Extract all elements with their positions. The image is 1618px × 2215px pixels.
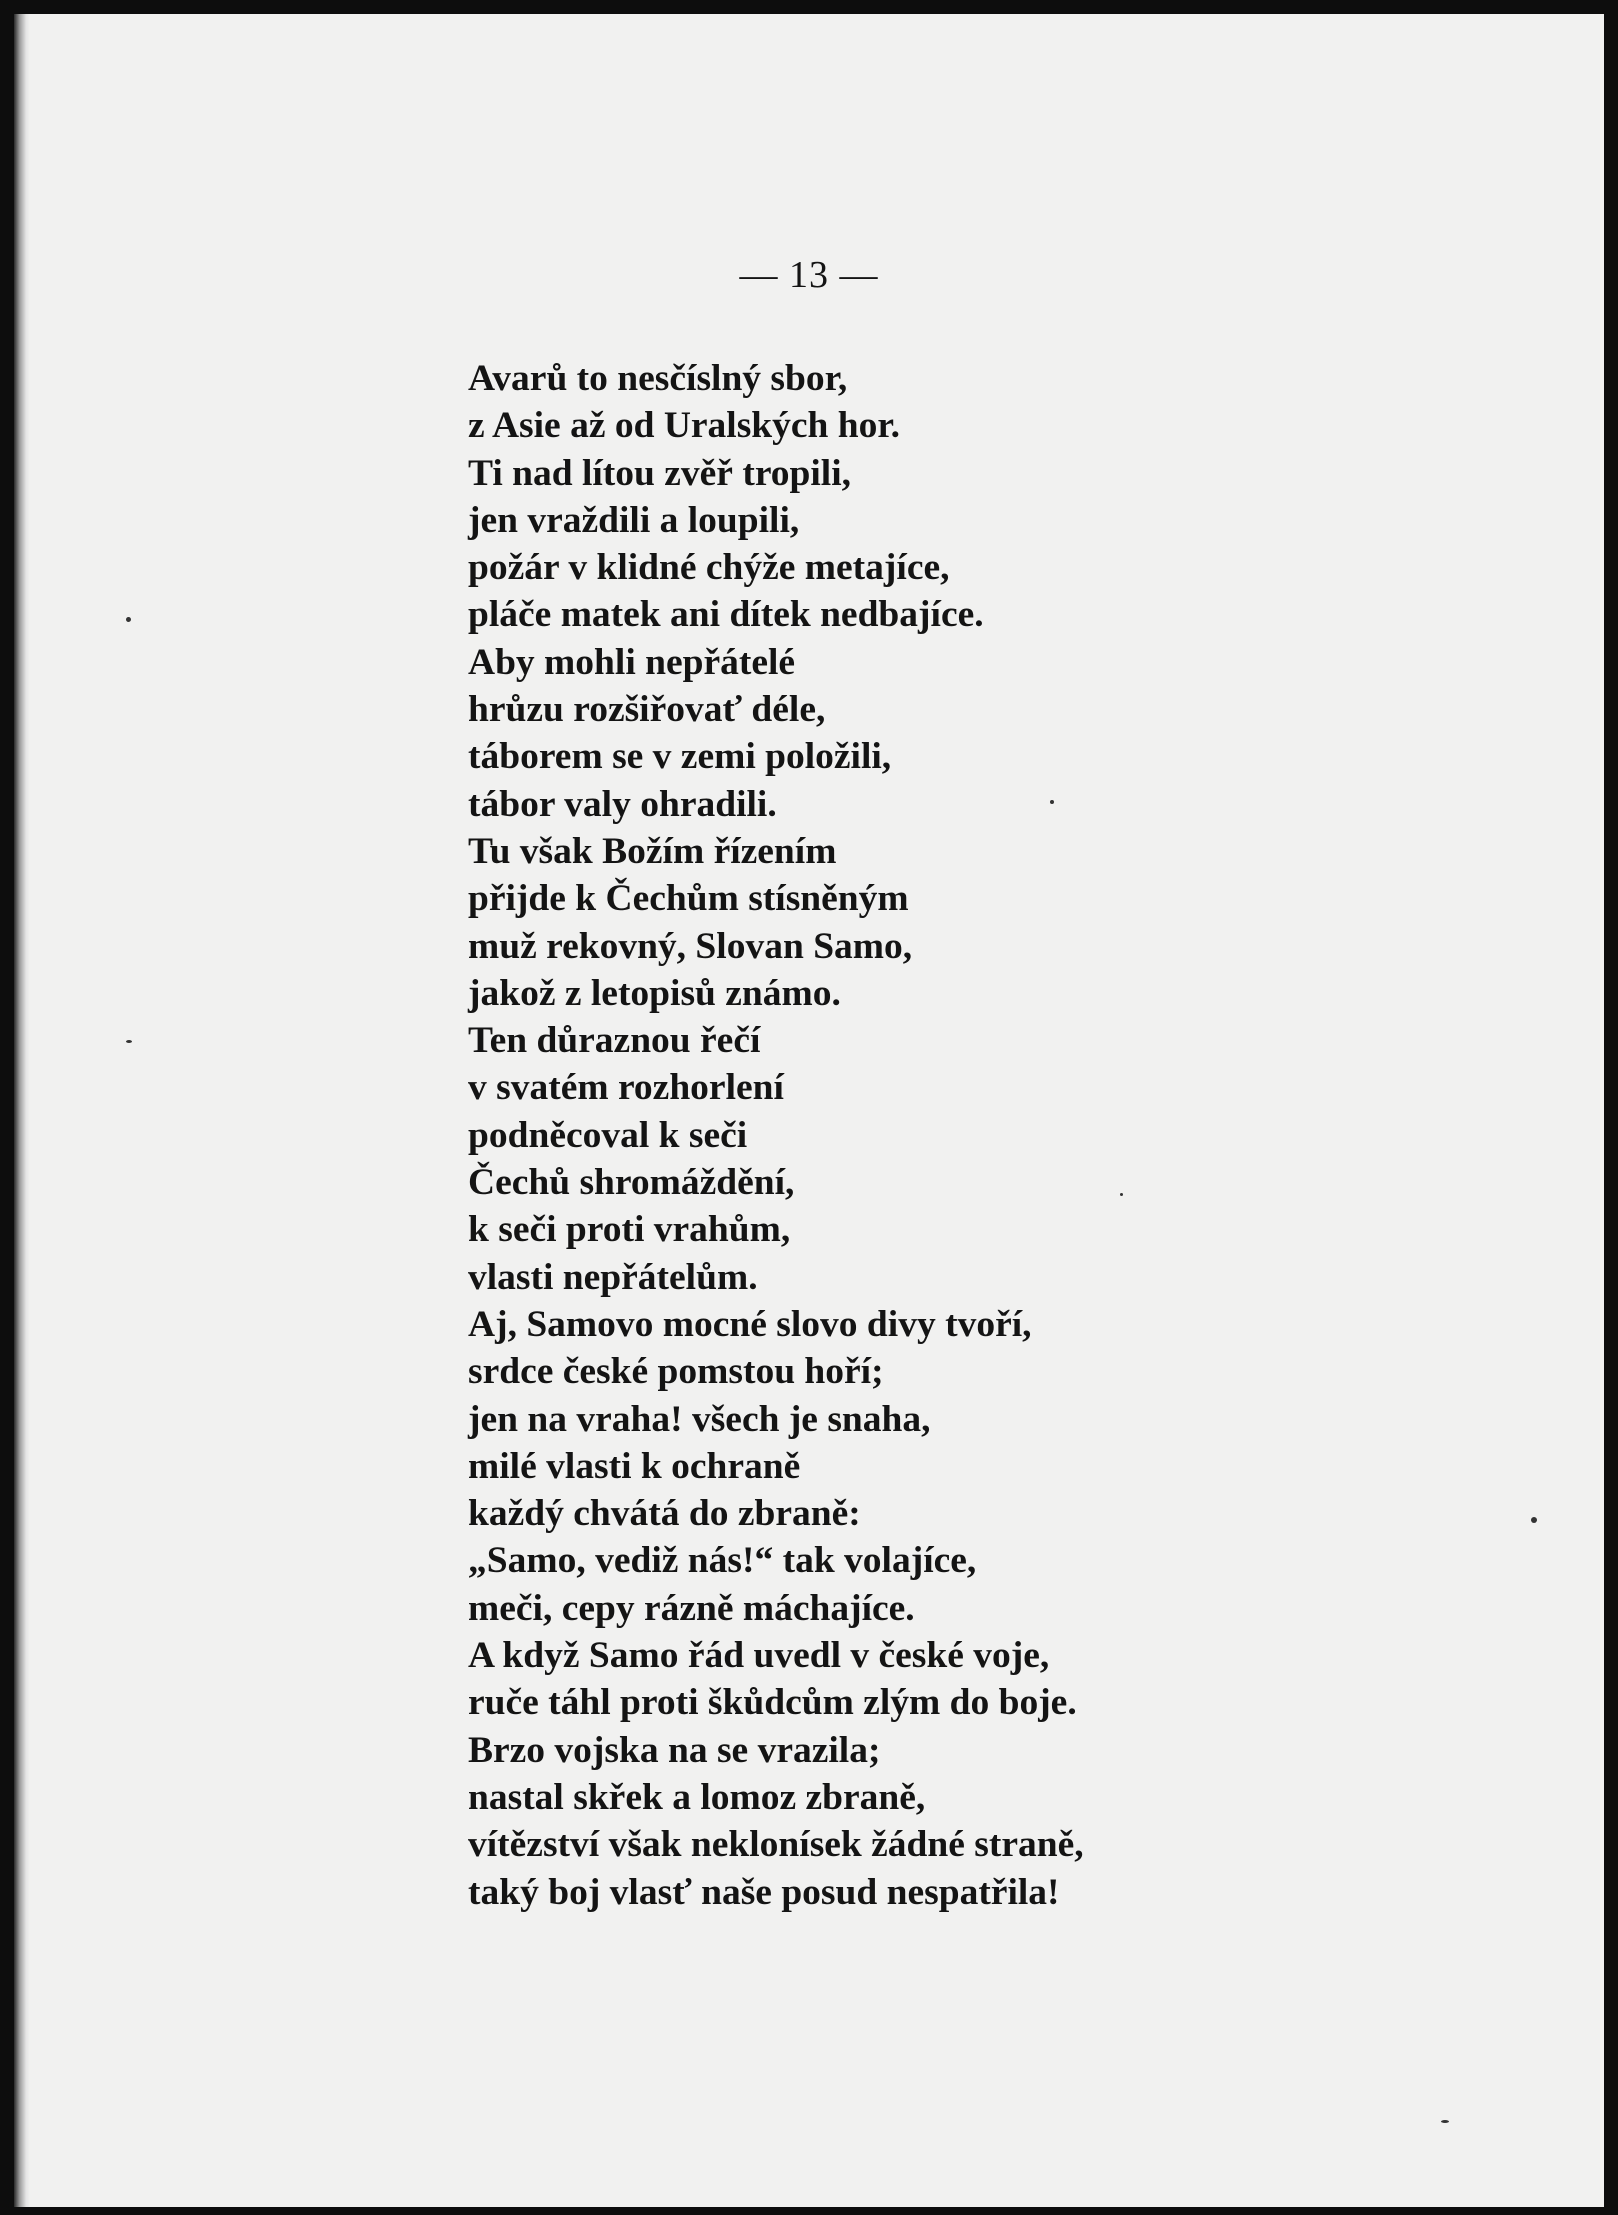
poem-line: jen vraždili a loupili, — [468, 499, 800, 541]
poem-line: Ten důraznou řečí — [468, 1020, 761, 1062]
poem-line: hrůzu rozšiřovať déle, — [468, 689, 826, 731]
ink-speck — [1441, 2120, 1449, 2123]
page-binding-edge — [14, 14, 30, 2207]
poem-line: taký boj vlasť naše posud nespatřila! — [468, 1871, 1060, 1913]
poem-line: v svatém rozhorlení — [468, 1067, 784, 1109]
ink-speck — [126, 1040, 132, 1043]
poem-line: pláče matek ani dítek nedbajíce. — [468, 594, 984, 636]
poem-line: Aj, Samovo mocné slovo divy tvoří, — [468, 1303, 1032, 1345]
poem-line: srdce české pomstou hoří; — [468, 1351, 884, 1393]
poem-line: podněcoval k seči — [468, 1114, 748, 1156]
poem-line: jakož z letopisů známo. — [468, 972, 841, 1014]
poem-line: k seči proti vrahům, — [468, 1209, 791, 1251]
poem-line: Avarů to nesčíslný sbor, — [468, 358, 848, 399]
poem-line: „Samo, vediž nás!“ tak volajíce, — [468, 1540, 977, 1582]
poem-line: táborem se v zemi položili, — [468, 736, 892, 778]
poem-line: A když Samo řád uvedl v české voje, — [468, 1635, 1050, 1677]
poem-text — [468, 355, 1188, 1916]
poem-line: požár v klidné chýže metajíce, — [468, 547, 950, 589]
poem-line: přijde k Čechům stísněným — [468, 878, 909, 920]
poem-line: vítězství však neklonísek žádné straně, — [468, 1824, 1084, 1866]
poem-line: každý chvátá do zbraně: — [468, 1493, 861, 1535]
poem-line: vlasti nepřátelům. — [468, 1256, 758, 1298]
poem-line: Brzo vojska na se vrazila; — [468, 1729, 881, 1771]
poem-line: Čechů shromáždění, — [468, 1162, 795, 1204]
ink-speck — [1531, 1517, 1537, 1523]
poem-line: jen na vraha! všech je snaha, — [468, 1398, 931, 1440]
ink-speck — [126, 617, 131, 622]
poem-line: ruče táhl proti škůdcům zlým do boje. — [468, 1682, 1077, 1724]
page-number: — 13 — — [739, 254, 879, 296]
poem-line: tábor valy ohradili. — [468, 783, 777, 825]
poem-line: Ti nad lítou zvěř tropili, — [468, 452, 852, 494]
poem-line: nastal skřek a lomoz zbraně, — [468, 1776, 926, 1818]
poem-line: Aby mohli nepřátelé — [468, 641, 796, 683]
poem-line: Tu však Božím řízením — [468, 830, 837, 872]
poem-line: muž rekovný, Slovan Samo, — [468, 925, 913, 967]
poem-line: milé vlasti k ochraně — [468, 1445, 801, 1487]
poem-line: meči, cepy rázně máchajíce. — [468, 1587, 915, 1629]
poem-line: z Asie až od Uralských hor. — [468, 405, 900, 447]
